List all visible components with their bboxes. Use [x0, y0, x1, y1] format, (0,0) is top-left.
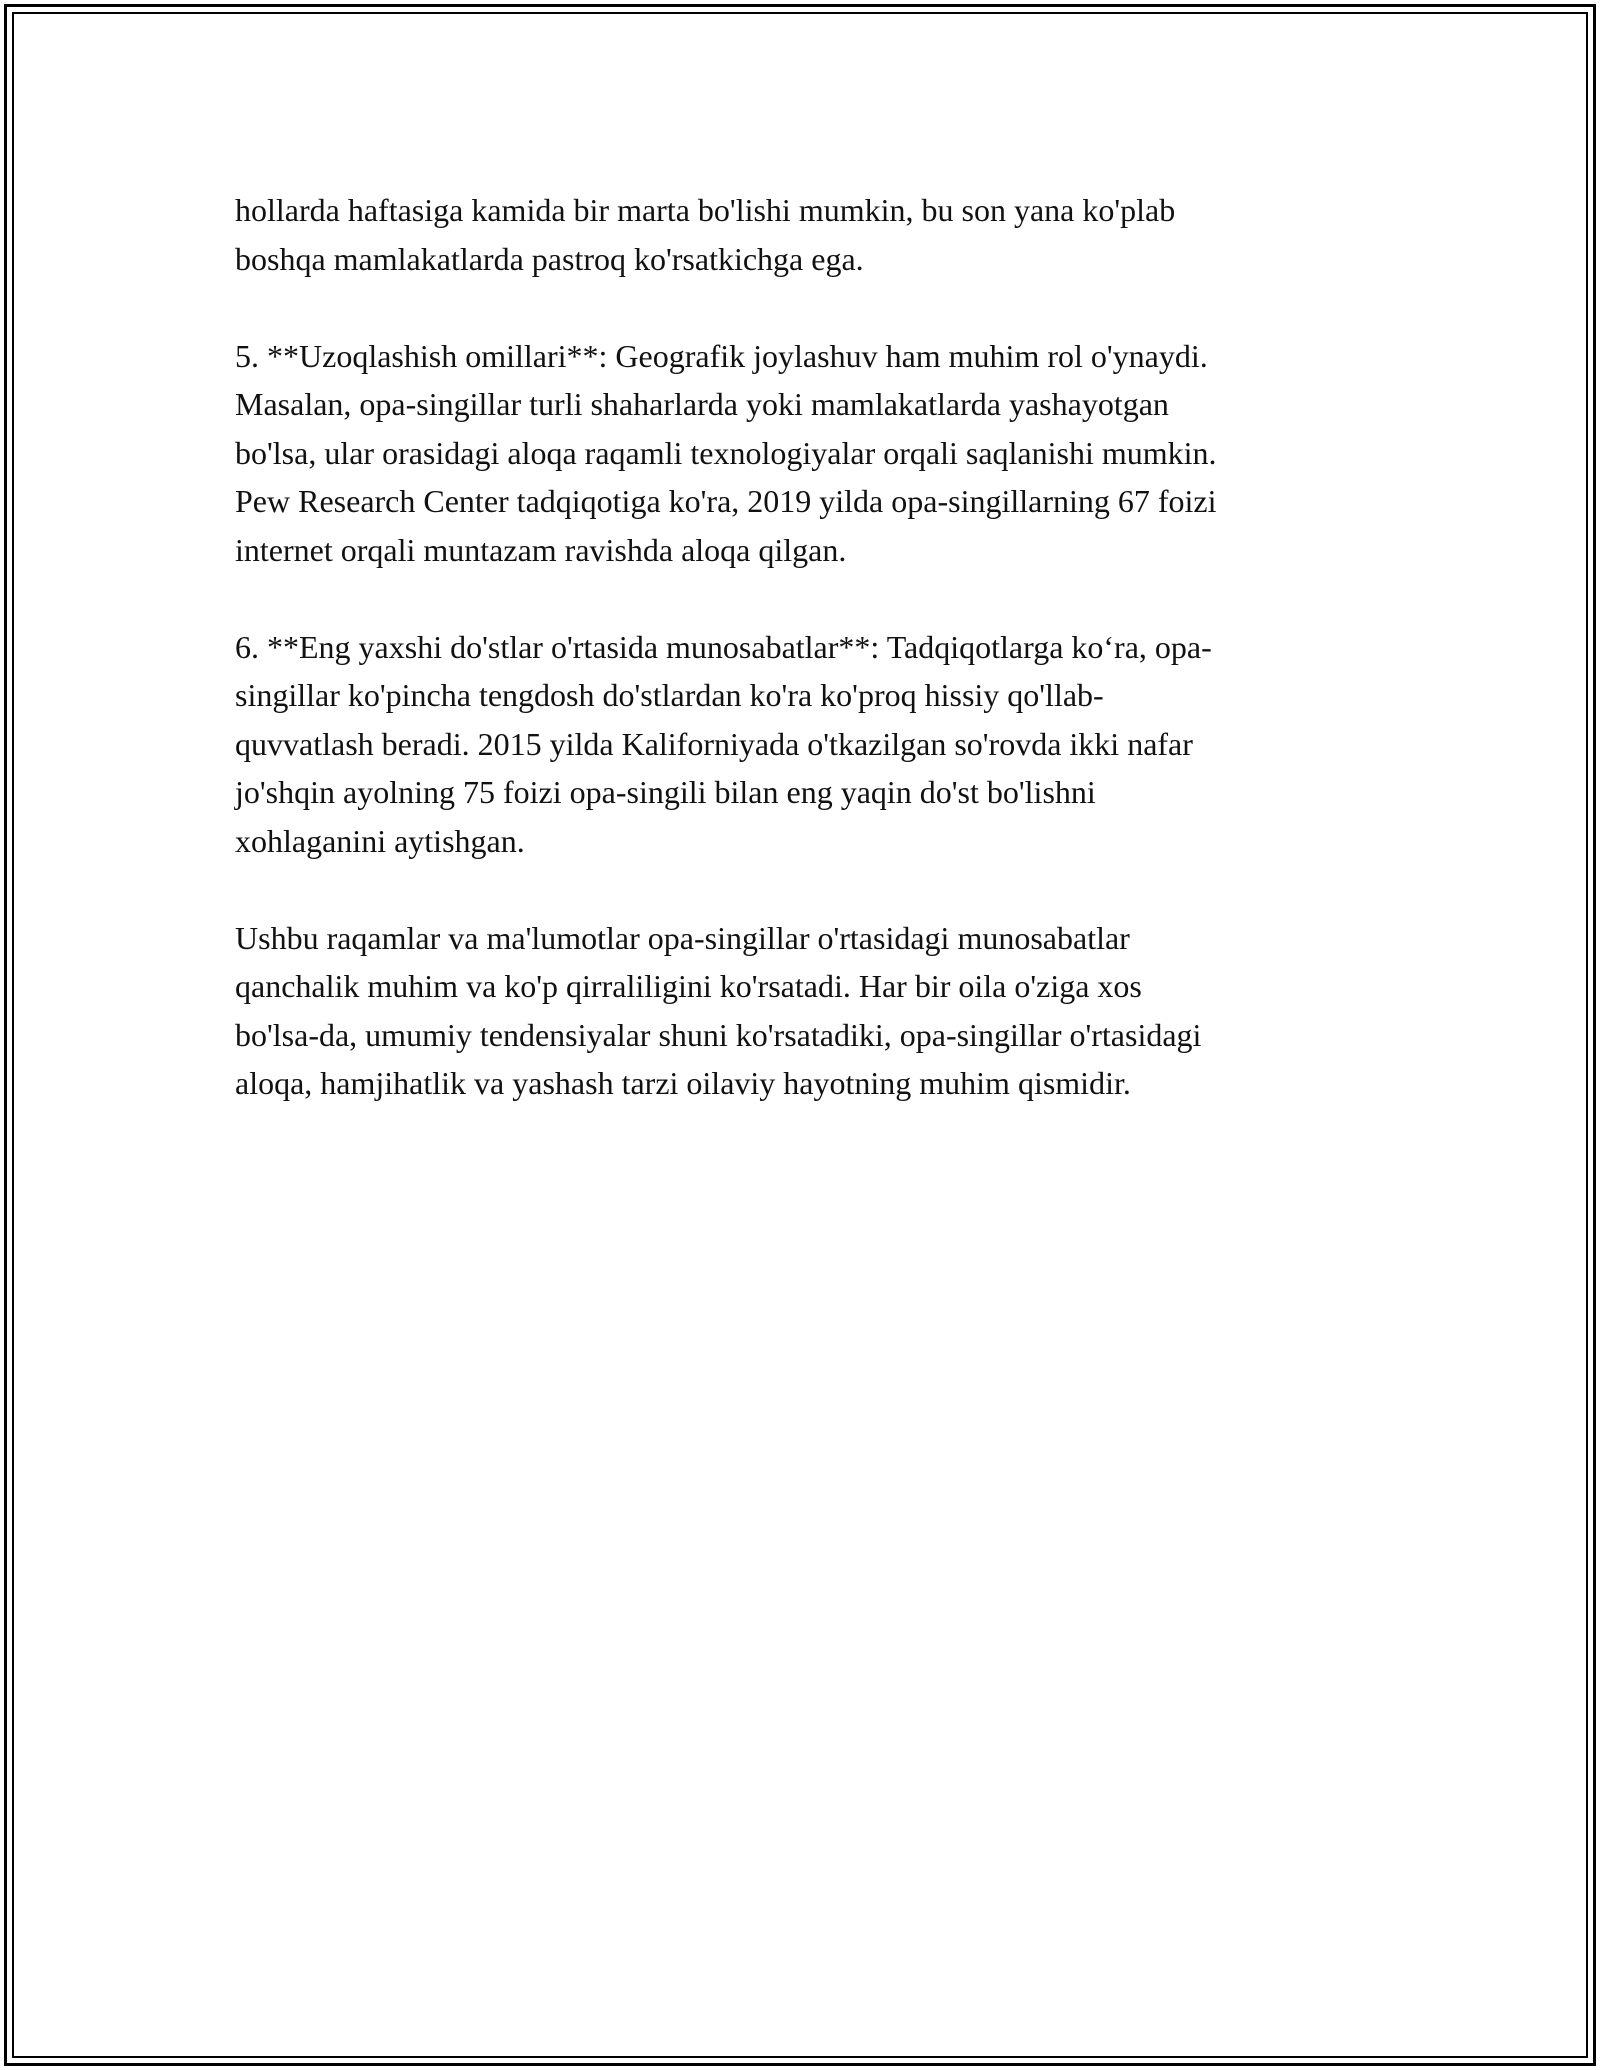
paragraph-conclusion: Ushbu raqamlar va ma'lumotlar opa-singillar o'rtasidagi munosabatlar qanchalik muhim va ko'p qirraliligini ko'rsatadi. Har bir oila o'ziga xos bo'lsa-da, umumiy tendensiyalar shuni ko'rsatadiki, opa-singillar o'rtasidagi aloqa, hamjihatlik va yashash tarzi oilaviy hayotning muhim qismidir. [235, 919, 1202, 1101]
paragraph-best-friends: 6. **Eng yaxshi do'stlar o'rtasida munosabatlar**: Tadqiqotlarga ko‘ra, opa- singillar ko'pincha tengdosh do'stlardan ko'ra ko'proq hissiy qo'llab- quvvatlash beradi. 2015 yilda Kaliforniyada o'tkazilgan so'rovda ikki nafar jo'shqin ayolning 75 foizi opa-singili bilan eng yaqin do'st bo'lishni xohlaganini aytishgan. [235, 628, 1212, 859]
page-body [235, 186, 1375, 1156]
paragraph-weekly-contact: hollarda haftasiga kamida bir marta bo'lishi mumkin, bu son yana ko'plab boshqa mamlakatlarda pastroq ko'rsatkichga ega. [235, 192, 1176, 277]
paragraph-distance-factors: 5. **Uzoqlashish omillari**: Geografik joylashuv ham muhim rol o'ynaydi. Masalan, opa-singillar turli shaharlarda yoki mamlakatlarda yashayotgan bo'lsa, ular orasidagi aloqa raqamli texnologiyalar orqali saqlanishi mumkin. Pew Research Center tadqiqotiga ko'ra, 2019 yilda opa-singillarning 67 foizi internet orqali muntazam ravishda aloqa qilgan. [235, 337, 1217, 568]
